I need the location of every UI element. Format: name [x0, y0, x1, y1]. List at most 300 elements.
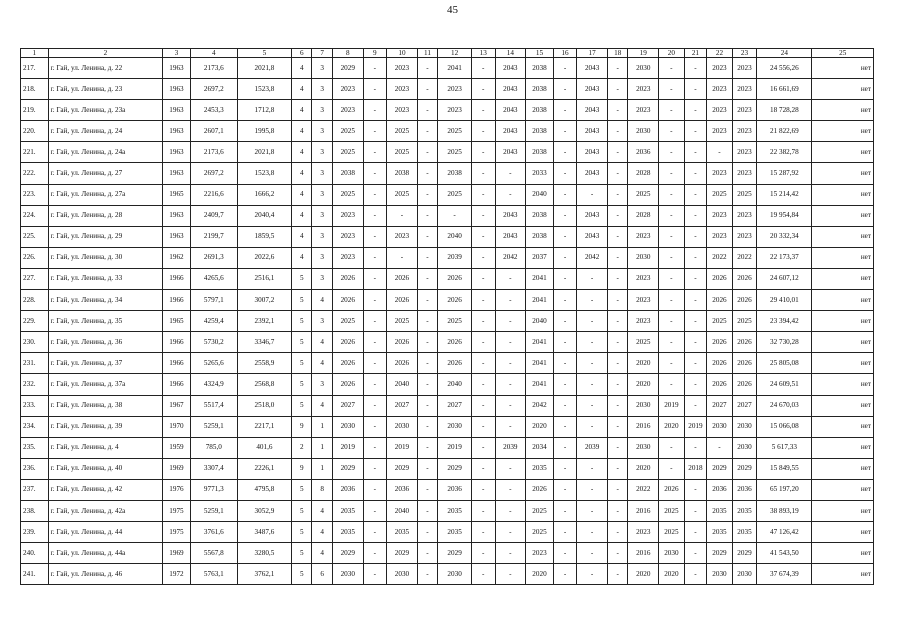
table-cell: нет — [812, 79, 874, 100]
table-cell: - — [607, 395, 627, 416]
table-cell: 2026 — [526, 479, 554, 500]
table-cell: - — [438, 205, 472, 226]
table-cell: - — [684, 353, 707, 374]
table-cell: 5 — [292, 290, 312, 311]
table-cell: 1975 — [163, 500, 191, 521]
table-cell: нет — [812, 226, 874, 247]
table-cell: 2019 — [438, 437, 472, 458]
table-cell: 2021,8 — [237, 142, 291, 163]
table-cell: 2023 — [732, 163, 757, 184]
table-cell: - — [471, 353, 495, 374]
table-cell: 5265,6 — [190, 353, 237, 374]
table-cell: 5 — [292, 353, 312, 374]
table-cell: 2025 — [387, 184, 418, 205]
table-cell: - — [471, 58, 495, 79]
table-cell: 2025 — [628, 332, 659, 353]
table-cell: - — [363, 458, 387, 479]
table-cell: 2019 — [659, 395, 685, 416]
table-cell: 4 — [312, 543, 332, 564]
table-cell: 2039 — [577, 437, 608, 458]
table-cell: - — [495, 374, 526, 395]
table-cell: - — [684, 142, 707, 163]
table-cell: 1965 — [163, 311, 191, 332]
table-cell: 223. — [21, 184, 49, 205]
table-cell: 2026 — [332, 374, 363, 395]
table-cell: - — [471, 395, 495, 416]
table-cell: 2027 — [332, 395, 363, 416]
table-cell: - — [577, 290, 608, 311]
table-cell: - — [659, 121, 685, 142]
table-cell: 4 — [312, 395, 332, 416]
table-cell: - — [577, 458, 608, 479]
table-cell: 4 — [312, 522, 332, 543]
table-cell: - — [471, 205, 495, 226]
table-cell: 1963 — [163, 142, 191, 163]
column-header-16: 16 — [553, 49, 577, 58]
table-cell: г. Гай, ул. Ленина, д. 23 — [48, 79, 163, 100]
table-cell: нет — [812, 311, 874, 332]
table-cell: - — [471, 311, 495, 332]
table-cell: 2217,1 — [237, 416, 291, 437]
table-cell: 2568,8 — [237, 374, 291, 395]
table-cell: 2022,6 — [237, 247, 291, 268]
table-cell: - — [607, 332, 627, 353]
table-cell: 2025 — [332, 121, 363, 142]
table-cell: 2026 — [332, 268, 363, 289]
table-cell: 2023 — [707, 163, 733, 184]
table-cell: 2691,3 — [190, 247, 237, 268]
table-cell: 2025 — [438, 311, 472, 332]
table-cell: нет — [812, 458, 874, 479]
table-cell: - — [495, 416, 526, 437]
table-cell: нет — [812, 268, 874, 289]
table-cell: 2023 — [387, 100, 418, 121]
table-cell: 2697,2 — [190, 79, 237, 100]
table-cell: 234. — [21, 416, 49, 437]
table-cell: 2038 — [526, 142, 554, 163]
table-cell: 2607,1 — [190, 121, 237, 142]
table-cell: - — [495, 500, 526, 521]
table-cell: 1712,8 — [237, 100, 291, 121]
table-cell: - — [363, 100, 387, 121]
table-cell: 4 — [292, 58, 312, 79]
table-cell: 2030 — [438, 564, 472, 585]
table-cell: 1966 — [163, 332, 191, 353]
table-cell: - — [659, 374, 685, 395]
table-cell: - — [471, 500, 495, 521]
table-cell: 2023 — [707, 121, 733, 142]
table-cell: - — [495, 395, 526, 416]
table-cell: 2029 — [332, 458, 363, 479]
table-row — [21, 437, 874, 458]
column-header-2: 2 — [48, 49, 163, 58]
table-cell: 222. — [21, 163, 49, 184]
table-cell: - — [417, 458, 437, 479]
table-cell: 15 066,08 — [757, 416, 812, 437]
table-cell: 228. — [21, 290, 49, 311]
table-cell: - — [495, 458, 526, 479]
table-cell: 241. — [21, 564, 49, 585]
table-cell: г. Гай, ул. Ленина, д. 38 — [48, 395, 163, 416]
table-cell: нет — [812, 500, 874, 521]
table-cell: г. Гай, ул. Ленина, д. 24а — [48, 142, 163, 163]
table-cell: 1963 — [163, 205, 191, 226]
table-cell: - — [417, 226, 437, 247]
table-cell: 2030 — [659, 543, 685, 564]
table-cell: - — [607, 58, 627, 79]
table-cell: 3 — [312, 226, 332, 247]
table-cell: 2038 — [526, 79, 554, 100]
table-cell: - — [684, 226, 707, 247]
table-cell: 2035 — [526, 458, 554, 479]
table-row — [21, 290, 874, 311]
table-cell: - — [417, 311, 437, 332]
table-cell: 2029 — [438, 543, 472, 564]
table-cell: 2029 — [332, 543, 363, 564]
table-cell: - — [607, 268, 627, 289]
table-cell: 9 — [292, 458, 312, 479]
table-cell: 4 — [312, 290, 332, 311]
table-cell: - — [495, 522, 526, 543]
table-cell: - — [553, 522, 577, 543]
table-cell: 2026 — [332, 290, 363, 311]
table-row — [21, 500, 874, 521]
table-cell: 2023 — [628, 522, 659, 543]
table-cell: 3346,7 — [237, 332, 291, 353]
table-cell: 1975 — [163, 522, 191, 543]
table-cell: 2027 — [387, 395, 418, 416]
column-header-11: 11 — [417, 49, 437, 58]
table-cell: 2029 — [387, 543, 418, 564]
table-cell: нет — [812, 437, 874, 458]
table-cell: - — [471, 142, 495, 163]
table-cell: 2043 — [577, 163, 608, 184]
table-row — [21, 205, 874, 226]
table-cell: - — [684, 332, 707, 353]
table-cell: 3 — [312, 163, 332, 184]
table-cell: - — [553, 500, 577, 521]
table-row — [21, 353, 874, 374]
table-cell: 5 617,33 — [757, 437, 812, 458]
table-cell: 2035 — [707, 500, 733, 521]
table-row — [21, 543, 874, 564]
column-header-9: 9 — [363, 49, 387, 58]
table-cell: 2020 — [526, 416, 554, 437]
table-cell: 2026 — [707, 353, 733, 374]
table-cell: - — [471, 543, 495, 564]
table-cell: 19 954,84 — [757, 205, 812, 226]
table-cell: - — [363, 290, 387, 311]
table-cell: 2023 — [332, 247, 363, 268]
table-cell: - — [659, 458, 685, 479]
table-cell: 2040 — [387, 374, 418, 395]
table-cell: 240. — [21, 543, 49, 564]
table-cell: 2042 — [526, 395, 554, 416]
table-cell: 2038 — [387, 163, 418, 184]
column-header-6: 6 — [292, 49, 312, 58]
table-cell: 2038 — [526, 205, 554, 226]
table-cell: 2023 — [628, 290, 659, 311]
table-cell: - — [471, 479, 495, 500]
table-cell: - — [684, 500, 707, 521]
table-cell: - — [553, 142, 577, 163]
table-cell: - — [553, 395, 577, 416]
table-cell: - — [577, 564, 608, 585]
table-cell: 2043 — [577, 100, 608, 121]
table-cell: - — [363, 58, 387, 79]
table-cell: - — [363, 121, 387, 142]
table-cell: 5 — [292, 479, 312, 500]
table-cell: 2025 — [707, 311, 733, 332]
table-cell: 3487,6 — [237, 522, 291, 543]
table-cell: 3 — [312, 121, 332, 142]
table-cell: г. Гай, ул. Ленина, д. 37а — [48, 374, 163, 395]
table-cell: - — [495, 163, 526, 184]
table-cell: 2020 — [526, 564, 554, 585]
table-row — [21, 226, 874, 247]
table-cell: 2026 — [438, 332, 472, 353]
table-cell: - — [553, 437, 577, 458]
table-cell: 2038 — [526, 226, 554, 247]
table-cell: - — [607, 479, 627, 500]
table-cell: нет — [812, 332, 874, 353]
table-cell: - — [553, 184, 577, 205]
table-cell: - — [577, 332, 608, 353]
table-cell: г. Гай, ул. Ленина, д. 42а — [48, 500, 163, 521]
table-cell: - — [417, 121, 437, 142]
table-cell: 2021,8 — [237, 58, 291, 79]
table-cell: 2036 — [628, 142, 659, 163]
table-cell: - — [553, 479, 577, 500]
table-cell: - — [659, 226, 685, 247]
table-cell: 3 — [312, 247, 332, 268]
table-cell: 5 — [292, 268, 312, 289]
table-row — [21, 163, 874, 184]
table-cell: 2040 — [438, 226, 472, 247]
table-cell: нет — [812, 184, 874, 205]
table-cell: 1963 — [163, 58, 191, 79]
table-cell: г. Гай, ул. Ленина, д. 44 — [48, 522, 163, 543]
table-cell: - — [495, 290, 526, 311]
table-cell: 2043 — [577, 79, 608, 100]
table-cell: 38 893,19 — [757, 500, 812, 521]
table-cell: 2041 — [526, 353, 554, 374]
table-cell: 2016 — [628, 416, 659, 437]
column-header-8: 8 — [332, 49, 363, 58]
table-cell: 2026 — [387, 332, 418, 353]
table-cell: 2023 — [332, 79, 363, 100]
column-header-15: 15 — [526, 49, 554, 58]
table-cell: - — [607, 543, 627, 564]
table-cell: - — [363, 416, 387, 437]
table-cell: 1972 — [163, 564, 191, 585]
table-cell: 1969 — [163, 458, 191, 479]
table-cell: 41 543,50 — [757, 543, 812, 564]
table-cell: - — [363, 479, 387, 500]
table-cell: 3 — [312, 268, 332, 289]
table-cell: 23 394,42 — [757, 311, 812, 332]
table-cell: 2026 — [732, 268, 757, 289]
table-cell: нет — [812, 395, 874, 416]
table-cell: 238. — [21, 500, 49, 521]
table-cell: 2019 — [684, 416, 707, 437]
table-cell: 5 — [292, 395, 312, 416]
table-cell: г. Гай, ул. Ленина, д. 39 — [48, 416, 163, 437]
table-cell: - — [659, 437, 685, 458]
table-cell: - — [684, 163, 707, 184]
table-cell: 2042 — [495, 247, 526, 268]
table-cell: 1969 — [163, 543, 191, 564]
table-cell: 2027 — [707, 395, 733, 416]
table-cell: 2023 — [332, 100, 363, 121]
table-cell: 2038 — [526, 121, 554, 142]
table-cell: 2023 — [387, 79, 418, 100]
table-cell: 2023 — [732, 58, 757, 79]
table-cell: 2023 — [732, 79, 757, 100]
table-cell: 2023 — [332, 226, 363, 247]
table-cell: 221. — [21, 142, 49, 163]
table-cell: 2030 — [732, 437, 757, 458]
table-cell: 2025 — [332, 184, 363, 205]
table-cell: - — [417, 416, 437, 437]
table-cell: - — [417, 543, 437, 564]
table-cell: 226. — [21, 247, 49, 268]
table-cell: 2034 — [526, 437, 554, 458]
table-cell: 2037 — [526, 247, 554, 268]
table-cell: 2033 — [526, 163, 554, 184]
table-cell: - — [417, 522, 437, 543]
table-cell: - — [363, 395, 387, 416]
table-cell: - — [363, 184, 387, 205]
table-cell: 9 — [292, 416, 312, 437]
table-cell: 2020 — [659, 416, 685, 437]
table-cell: нет — [812, 58, 874, 79]
table-cell: нет — [812, 100, 874, 121]
table-cell: 2199,7 — [190, 226, 237, 247]
table-cell: - — [553, 458, 577, 479]
table-cell: - — [607, 121, 627, 142]
table-cell: - — [553, 100, 577, 121]
table-cell: 2026 — [732, 290, 757, 311]
table-cell: - — [553, 247, 577, 268]
table-cell: - — [387, 247, 418, 268]
column-header-7: 7 — [312, 49, 332, 58]
table-cell: 15 849,55 — [757, 458, 812, 479]
table-cell: г. Гай, ул. Ленина, д. 28 — [48, 205, 163, 226]
table-cell: 2041 — [438, 58, 472, 79]
table-cell: 2027 — [732, 395, 757, 416]
table-cell: 4 — [292, 205, 312, 226]
table-cell: 2035 — [732, 522, 757, 543]
table-cell: - — [607, 100, 627, 121]
table-cell: - — [607, 522, 627, 543]
table-cell: - — [471, 290, 495, 311]
table-cell: 3 — [312, 205, 332, 226]
table-cell: 2041 — [526, 290, 554, 311]
table-cell: 5567,8 — [190, 543, 237, 564]
table-cell: - — [659, 268, 685, 289]
table-cell: 2025 — [732, 184, 757, 205]
table-cell: - — [577, 268, 608, 289]
table-cell: - — [577, 416, 608, 437]
table-cell: - — [471, 332, 495, 353]
table-cell: - — [495, 353, 526, 374]
table-cell: - — [553, 416, 577, 437]
column-header-24: 24 — [757, 49, 812, 58]
table-cell: 1963 — [163, 121, 191, 142]
table-cell: 2025 — [732, 311, 757, 332]
table-cell: 1959 — [163, 437, 191, 458]
table-cell: 2025 — [659, 500, 685, 521]
table-cell: - — [417, 142, 437, 163]
table-cell: - — [363, 522, 387, 543]
table-cell: 2030 — [628, 247, 659, 268]
table-cell: - — [553, 226, 577, 247]
table-cell: - — [577, 543, 608, 564]
table-cell: 3762,1 — [237, 564, 291, 585]
table-cell: 37 674,39 — [757, 564, 812, 585]
table-cell: 2043 — [577, 205, 608, 226]
table-cell: 2043 — [495, 121, 526, 142]
table-cell: - — [417, 247, 437, 268]
table-cell: 1967 — [163, 395, 191, 416]
column-header-25: 25 — [812, 49, 874, 58]
table-cell: - — [659, 184, 685, 205]
table-cell: 2025 — [659, 522, 685, 543]
table-cell: - — [607, 247, 627, 268]
table-cell: 2038 — [526, 58, 554, 79]
table-cell: 401,6 — [237, 437, 291, 458]
table-cell: 2038 — [438, 163, 472, 184]
table-cell: 1962 — [163, 247, 191, 268]
table-cell: - — [553, 564, 577, 585]
table-cell: 1966 — [163, 374, 191, 395]
table-cell: г. Гай, ул. Ленина, д. 34 — [48, 290, 163, 311]
table-cell: 2041 — [526, 332, 554, 353]
table-cell: 2036 — [438, 479, 472, 500]
table-cell: 2029 — [707, 543, 733, 564]
table-cell: 2019 — [387, 437, 418, 458]
table-cell: 2035 — [332, 522, 363, 543]
table-cell: 2028 — [628, 205, 659, 226]
table-cell: - — [607, 184, 627, 205]
table-cell: 25 805,08 — [757, 353, 812, 374]
table-cell: - — [553, 374, 577, 395]
table-cell: 1666,2 — [237, 184, 291, 205]
table-row — [21, 121, 874, 142]
table-cell: 2026 — [732, 353, 757, 374]
table-cell: - — [684, 205, 707, 226]
table-cell: г. Гай, ул. Ленина, д. 30 — [48, 247, 163, 268]
table-cell: - — [471, 79, 495, 100]
table-cell: 2516,1 — [237, 268, 291, 289]
table-row — [21, 100, 874, 121]
table-cell: 3007,2 — [237, 290, 291, 311]
table-cell: 2026 — [332, 353, 363, 374]
table-cell: 229. — [21, 311, 49, 332]
table-cell: 1963 — [163, 226, 191, 247]
table-cell: - — [577, 374, 608, 395]
column-header-12: 12 — [438, 49, 472, 58]
table-cell: - — [684, 564, 707, 585]
table-cell: нет — [812, 205, 874, 226]
table-cell: - — [417, 205, 437, 226]
table-cell: 2022 — [707, 247, 733, 268]
table-cell: - — [417, 58, 437, 79]
table-cell: - — [684, 522, 707, 543]
table-cell: - — [417, 395, 437, 416]
table-cell: 237. — [21, 479, 49, 500]
